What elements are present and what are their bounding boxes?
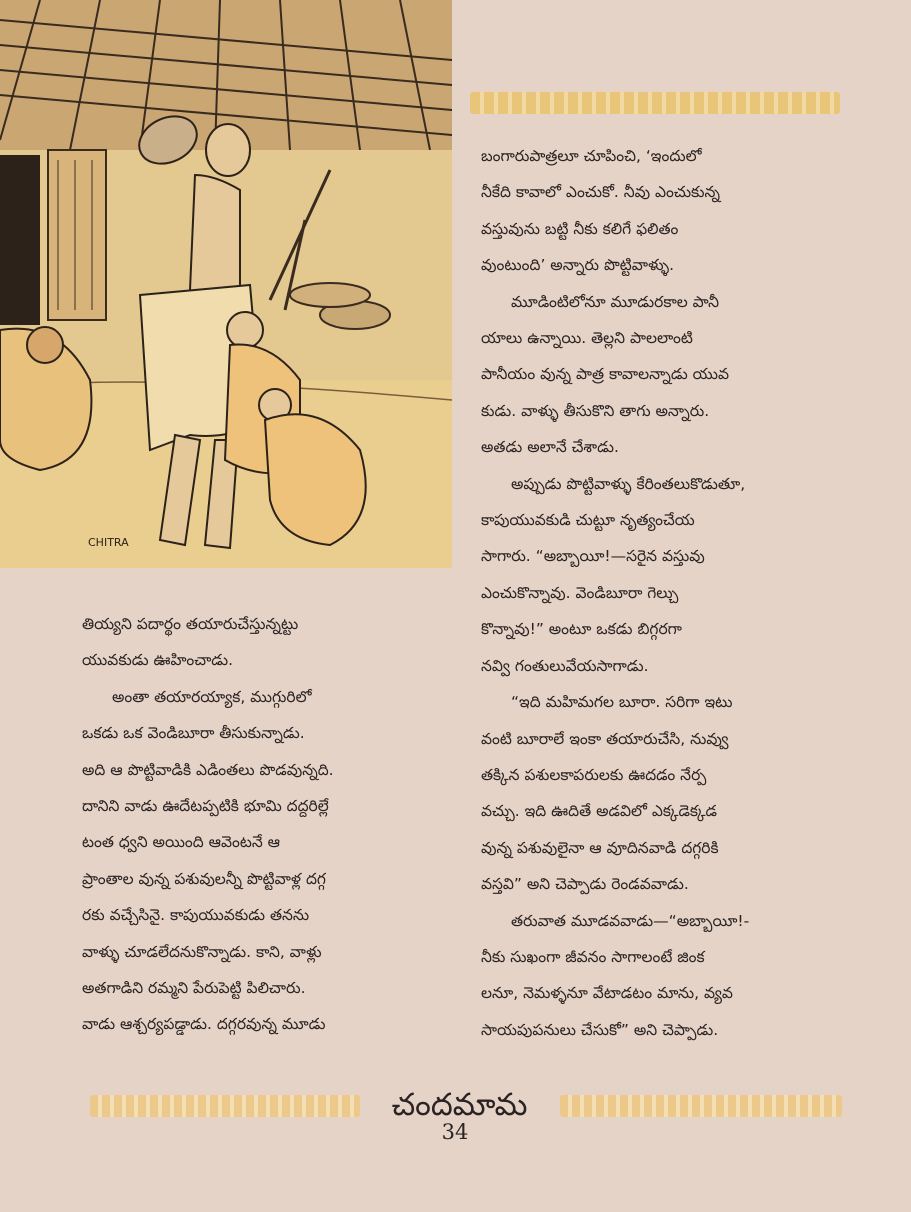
footer-ornament-left [90, 1095, 360, 1117]
text-line: యాలు ఉన్నాయి. తెల్లని పాలలాంటి [481, 329, 693, 348]
text-line: కాపుయువకుడి చుట్టూ నృత్యంచేయ [481, 511, 695, 530]
text-line: ఒకడు ఒక వెండిబూరా తీసుకున్నాడు. [82, 724, 305, 743]
text-line: వచ్చు. ఇది ఊదితే అడవిలో ఎక్కడెక్కడ [481, 802, 717, 821]
text-line: వంటి బూరాలే ఇంకా తయారుచేసి, నువ్వు [481, 729, 729, 748]
text-line: సాయపుపనులు చేసుకో” అని చెప్పాడు. [481, 1020, 719, 1039]
paragraph [481, 684, 836, 902]
text-line: మూడింటిలోనూ మూడురకాల పానీ [511, 292, 720, 311]
text-line: దానిని వాడు ఊదేటప్పటికి భూమి దద్దరిల్లే [82, 797, 329, 816]
magazine-title: చందమామ [391, 1087, 528, 1123]
text-line: యువకుడు ఊహించాడు. [82, 651, 234, 670]
text-line: తియ్యని పదార్థం తయారుచేస్తున్నట్టు [82, 615, 299, 633]
text-line: లనూ, నెమళ్ళనూ వేటాడటం మాను, వ్యవ [481, 984, 733, 1003]
artist-signature: CHITRA [88, 536, 129, 549]
text-line: నీకేది కావాలో ఎంచుకో. నీవు ఎంచుకున్న [481, 183, 721, 202]
text-line: వాళ్ళు చూడలేదనుకొన్నాడు. కాని, వాళ్లు [82, 942, 322, 961]
paragraph [481, 284, 836, 466]
paragraph [82, 679, 442, 1043]
text-line: బంగారుపాత్రలూ చూపించి, ‘ఇందులో [481, 147, 702, 165]
text-line: అది ఆ పొట్టివాడికి ఎడింతలు పొడవున్నది. [82, 760, 334, 779]
right-column-text [481, 138, 836, 1048]
text-line: ప్రాంతాల వున్న పశువులన్నీ పొట్టివాళ్ల దగ్గ [82, 869, 326, 888]
story-illustration [0, 0, 452, 568]
text-line: రకు వచ్చేసినై. కాపుయువకుడు తనను [82, 906, 310, 925]
text-line: నీకు సుఖంగా జీవనం సాగాలంటే జింక [481, 947, 705, 966]
footer-ornament-right [560, 1095, 842, 1117]
text-line: వస్తువును బట్టి నీకు కలిగే ఫలితం [481, 219, 679, 238]
text-line: వస్తవి” అని చెప్పాడు రెండవవాడు. [481, 875, 689, 894]
left-column-text [82, 606, 442, 1043]
text-line: వాడు ఆశ్చర్యపడ్డాడు. దగ్గరవున్న మూడు [82, 1015, 326, 1034]
text-line: పానీయం వున్న పాత్ర కావాలన్నాడు యువ [481, 365, 729, 384]
text-line: అతగాడిని రమ్మని పేరుపెట్టి పిలిచారు. [82, 979, 306, 998]
text-line: కుడు. వాళ్ళు తీసుకొని తాగు అన్నారు. [481, 401, 710, 420]
page-number: 34 [441, 1120, 469, 1144]
text-line: తరువాత మూడవవాడు—“అబ్బాయీ!- [511, 911, 750, 930]
text-line: టంత ధ్వని అయింది ఆవెంటనే ఆ [82, 833, 281, 852]
text-line: “ఇది మహిమగల బూరా. సరిగా ఇటు [511, 693, 733, 712]
paragraph [481, 466, 836, 684]
text-line: కొన్నావు!” అంటూ ఒకడు బిగ్గరగా [481, 620, 682, 639]
text-line: సాగారు. “అబ్బాయీ!—సరైన వస్తువు [481, 547, 705, 566]
illustration-drawing [0, 0, 452, 568]
text-line: ఎంచుకొన్నావు. వెండిబూరా గెల్చు [481, 583, 679, 602]
top-ornament-border [470, 92, 840, 114]
text-line: అప్పుడు పొట్టివాళ్ళు కేరింతలుకొడుతూ, [511, 474, 746, 493]
text-line: అతడు అలానే చేశాడు. [481, 438, 619, 457]
paragraph [82, 606, 442, 679]
text-line: అంతా తయారయ్యాక, ముగ్గురిలో [112, 687, 312, 706]
text-line: నవ్వి గంతులువేయసాగాడు. [481, 656, 649, 675]
paragraph [481, 138, 836, 284]
text-line: వుంటుంది’ అన్నారు పొట్టివాళ్ళు. [481, 256, 675, 275]
text-line: వున్న పశువులైనా ఆ వూదినవాడి దగ్గరికి [481, 838, 719, 857]
paragraph [481, 903, 836, 1049]
text-line: తక్కిన పశులకాపరులకు ఊదడం నేర్ప [481, 765, 707, 784]
